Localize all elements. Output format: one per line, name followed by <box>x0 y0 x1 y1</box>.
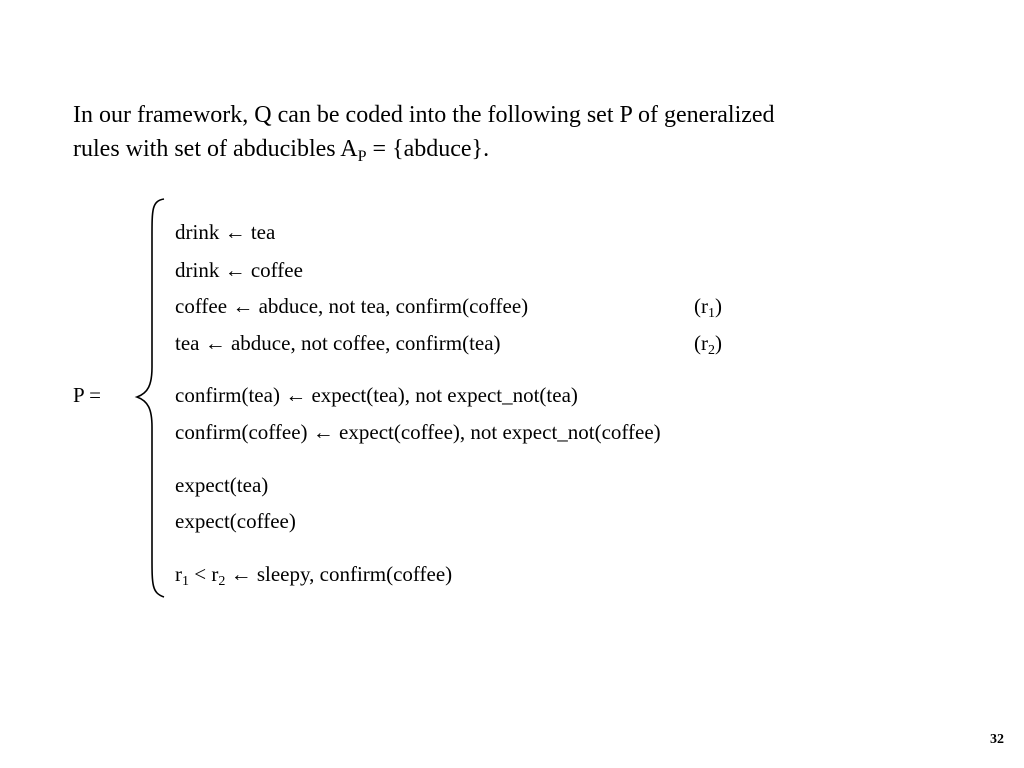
rule-body: expect(coffee), not expect_not(coffee) <box>339 420 661 444</box>
rule-body: abduce, not coffee, confirm(tea) <box>230 331 501 355</box>
intro-line-2-post: = {abduce}. <box>366 136 490 162</box>
rule-coffee <box>175 294 528 319</box>
rule-body: tea <box>250 220 276 244</box>
rule-head: confirm(coffee) <box>175 420 308 444</box>
rule-tea <box>175 331 501 356</box>
page-number: 32 <box>990 732 1004 747</box>
rule-head: drink <box>175 258 220 282</box>
arrow-icon: ← <box>285 383 307 407</box>
arrow-icon: ← <box>224 220 246 244</box>
rule-confirm-tea <box>175 383 578 408</box>
rule-tag-r1: $(r_1)$ <box>694 294 722 321</box>
arrow-icon: ← <box>232 294 254 318</box>
arrow-icon: ← <box>204 331 226 355</box>
arrow-icon: ← <box>224 258 246 282</box>
intro-paragraph <box>73 98 953 166</box>
rule-body: abduce, not tea, confirm(coffee) <box>258 294 529 318</box>
rule-head: coffee <box>175 294 228 318</box>
rule-head: confirm(tea) <box>175 383 280 407</box>
less-than-symbol: < <box>194 562 207 586</box>
rule-head: drink <box>175 220 220 244</box>
rule-drink-tea <box>175 220 275 245</box>
rule-body: expect(tea), not expect_not(tea) <box>311 383 578 407</box>
intro-line-2-pre: rules with set of abducibles A <box>73 136 358 162</box>
rule-body: sleepy, confirm(coffee) <box>256 562 453 586</box>
abducibles-subscript: P <box>357 148 367 165</box>
fact-expect-coffee: expect(coffee) <box>175 509 296 533</box>
program-label: P = <box>73 383 101 407</box>
arrow-icon: ← <box>230 562 252 586</box>
rule-body: coffee <box>250 258 303 282</box>
rule-tag-r2: $(r_2)$ <box>694 331 722 358</box>
left-brace <box>134 197 168 599</box>
rule-drink-coffee <box>175 258 303 283</box>
fact-expect-tea: expect(tea) <box>175 473 269 497</box>
rule-head: tea <box>175 331 200 355</box>
brace-path <box>137 199 164 597</box>
arrow-icon: ← <box>312 420 334 444</box>
rule-confirm-coffee <box>175 420 661 445</box>
priority-rule: $r_1 < r_2$ ← sleepy, confirm(coffee) <box>175 562 453 589</box>
intro-line-1: In our framework, Q can be coded into the following set P of generalized <box>73 102 775 128</box>
